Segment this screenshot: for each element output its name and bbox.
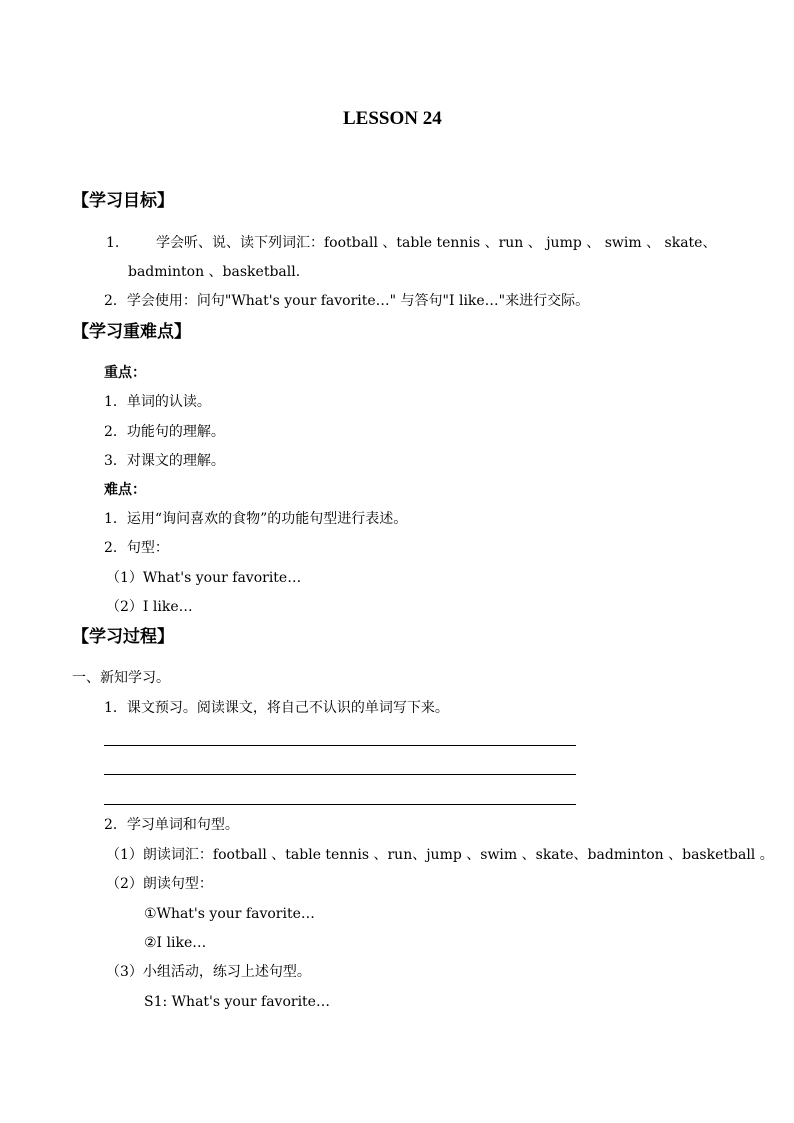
page-title: LESSON 24 — [343, 108, 442, 129]
sub-step-3: （3）小组活动，练习上述句型。 — [106, 964, 311, 980]
key-points-label: 重点： — [104, 365, 146, 381]
step-2-text: 2．学习单词和句型。 — [104, 817, 239, 833]
difficult-point-2: 2．句型： — [104, 540, 169, 556]
sub-step-2-item-1: ①What's your favorite… — [144, 906, 315, 922]
writing-line-1[interactable] — [104, 745, 576, 746]
part-1-heading: 一、新知学习。 — [72, 670, 170, 686]
sentence-pattern-2: （2）I like… — [106, 599, 193, 615]
sub-step-2-item-2: ②I like… — [144, 935, 207, 951]
section-heading-focus: 【学习重难点】 — [72, 322, 191, 342]
difficult-points-label: 难点： — [104, 482, 146, 498]
key-point-3: 3．对课文的理解。 — [104, 453, 225, 469]
writing-line-3[interactable] — [104, 804, 576, 805]
difficult-point-1: 1．运用“询问喜欢的食物”的功能句型进行表述。 — [104, 511, 408, 527]
goal-1-text: 学会听、说、读下列词汇：football 、table tennis 、run 、 jump 、 swim 、 skate、 — [156, 235, 717, 251]
section-heading-process: 【学习过程】 — [72, 627, 174, 647]
step-1-text: 1．课文预习。阅读课文，将自己不认识的单词写下来。 — [104, 700, 449, 716]
key-point-2: 2．功能句的理解。 — [104, 424, 225, 440]
sentence-pattern-1: （1）What's your favorite… — [106, 570, 302, 586]
sub-step-1: （1）朗读词汇：football 、table tennis 、run、jump 、swim 、skate、badminton 、basketball 。 — [106, 847, 774, 863]
goal-1-continued: badminton 、basketball. — [128, 264, 301, 280]
goal-1-number: 1. — [106, 235, 120, 251]
goal-2-text: 2．学会使用：问句"What's your favorite…" 与答句"I like…"来进行交际。 — [104, 293, 590, 309]
sub-step-2: （2）朗读句型： — [106, 876, 213, 892]
writing-line-2[interactable] — [104, 774, 576, 775]
section-heading-goals: 【学习目标】 — [72, 191, 174, 211]
dialog-line-s1: S1: What's your favorite… — [144, 994, 330, 1010]
key-point-1: 1．单词的认读。 — [104, 394, 211, 410]
